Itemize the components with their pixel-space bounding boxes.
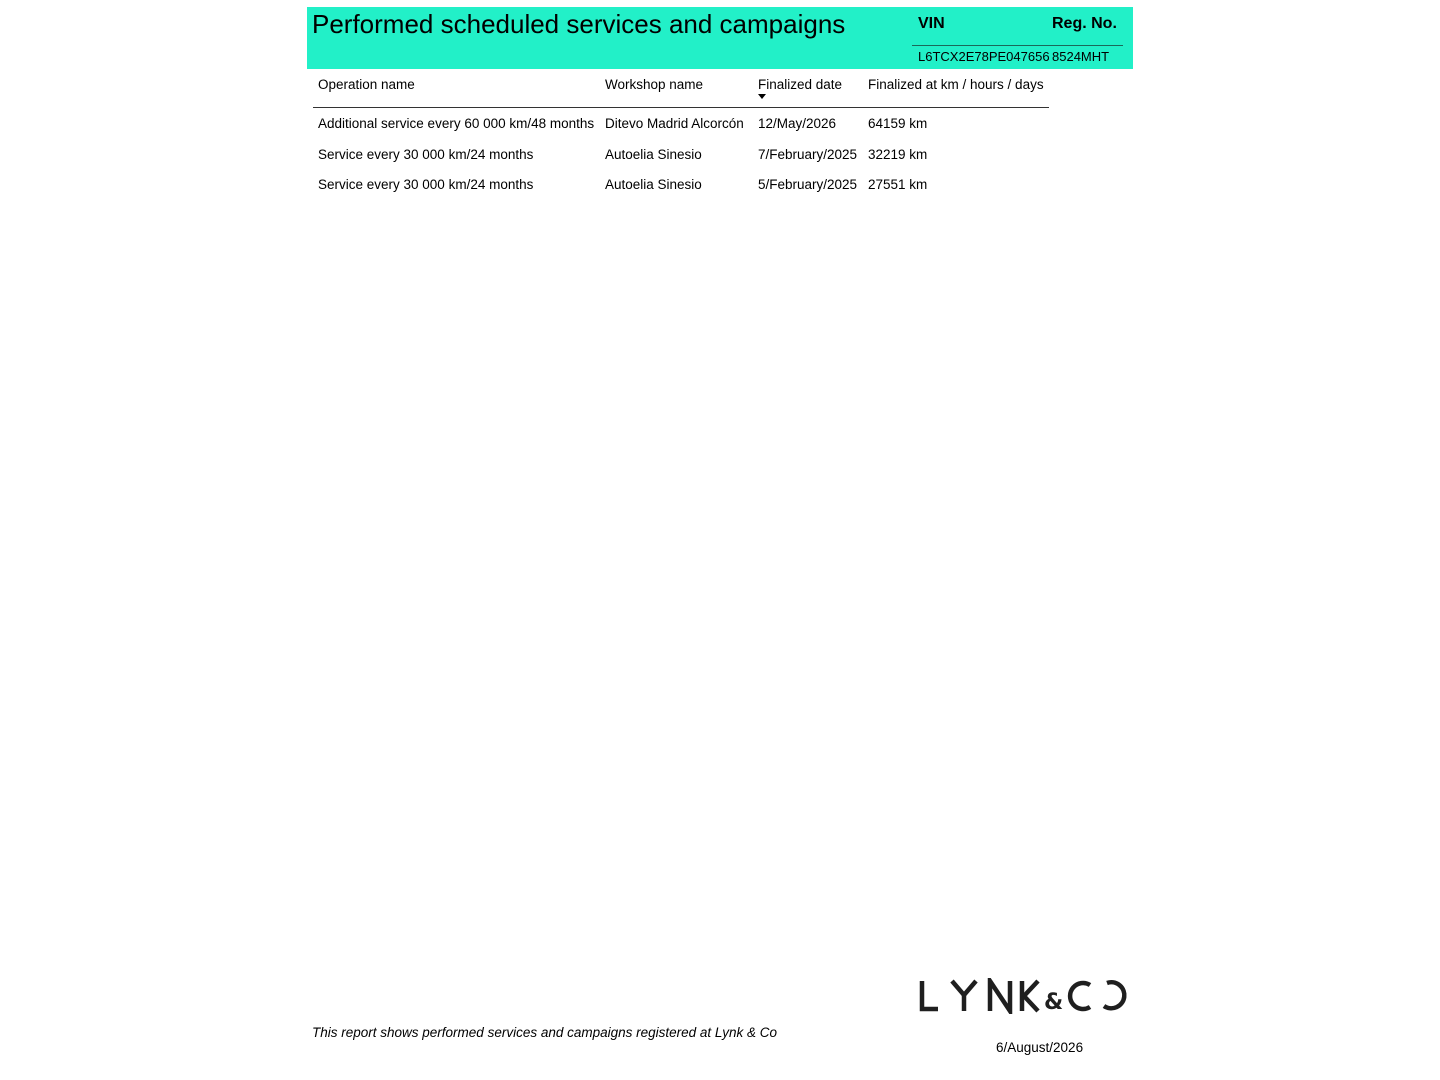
table-row (313, 116, 1049, 147)
vin-value: L6TCX2E78PE047656 (918, 49, 1050, 64)
column-header-finalized-at[interactable]: Finalized at km / hours / days (868, 77, 1044, 92)
cell-workshop-name: Autoelia Sinesio (605, 146, 702, 162)
table-row (313, 147, 1049, 178)
column-header-finalized-date[interactable]: Finalized date (758, 77, 843, 92)
svg-text:&: & (1044, 990, 1064, 1014)
report-date: 6/August/2026 (996, 1040, 1084, 1055)
cell-finalized-date: 12/May/2026 (758, 116, 837, 131)
cell-workshop-name: Ditevo Madrid Alcorcón (605, 116, 744, 131)
table-body (313, 116, 1049, 208)
services-table (313, 74, 1049, 208)
lynk-co-logo (918, 978, 1130, 1014)
report-footnote: This report shows performed services and campaigns registered at Lynk & Co (312, 1025, 777, 1040)
cell-finalized-at: 27551 km (868, 177, 928, 192)
column-header-operation-name[interactable]: Operation name (318, 77, 415, 92)
vehicle-id-block (912, 7, 1123, 69)
reg-no-label: Reg. No. (1052, 15, 1117, 32)
cell-finalized-at: 64159 km (868, 116, 928, 131)
table-row (313, 177, 1049, 208)
column-header-workshop-name[interactable]: Workshop name (605, 77, 704, 92)
cell-finalized-date: 5/February/2025 (758, 177, 858, 192)
cell-operation-name: Service every 30 000 km/24 months (318, 146, 534, 162)
cell-finalized-date: 7/February/2025 (758, 146, 858, 162)
vin-label: VIN (918, 15, 945, 32)
cell-workshop-name: Autoelia Sinesio (605, 177, 702, 192)
table-header (313, 74, 1049, 108)
vehicle-id-header (912, 7, 1123, 46)
header-band (307, 7, 1133, 69)
cell-operation-name: Additional service every 60 000 km/48 months (318, 116, 595, 131)
sort-descending-icon[interactable] (758, 94, 766, 99)
cell-operation-name: Service every 30 000 km/24 months (318, 177, 534, 192)
page-title: Performed scheduled services and campaigns (312, 9, 846, 39)
cell-finalized-at: 32219 km (868, 146, 928, 162)
reg-no-value: 8524MHT (1052, 49, 1110, 64)
